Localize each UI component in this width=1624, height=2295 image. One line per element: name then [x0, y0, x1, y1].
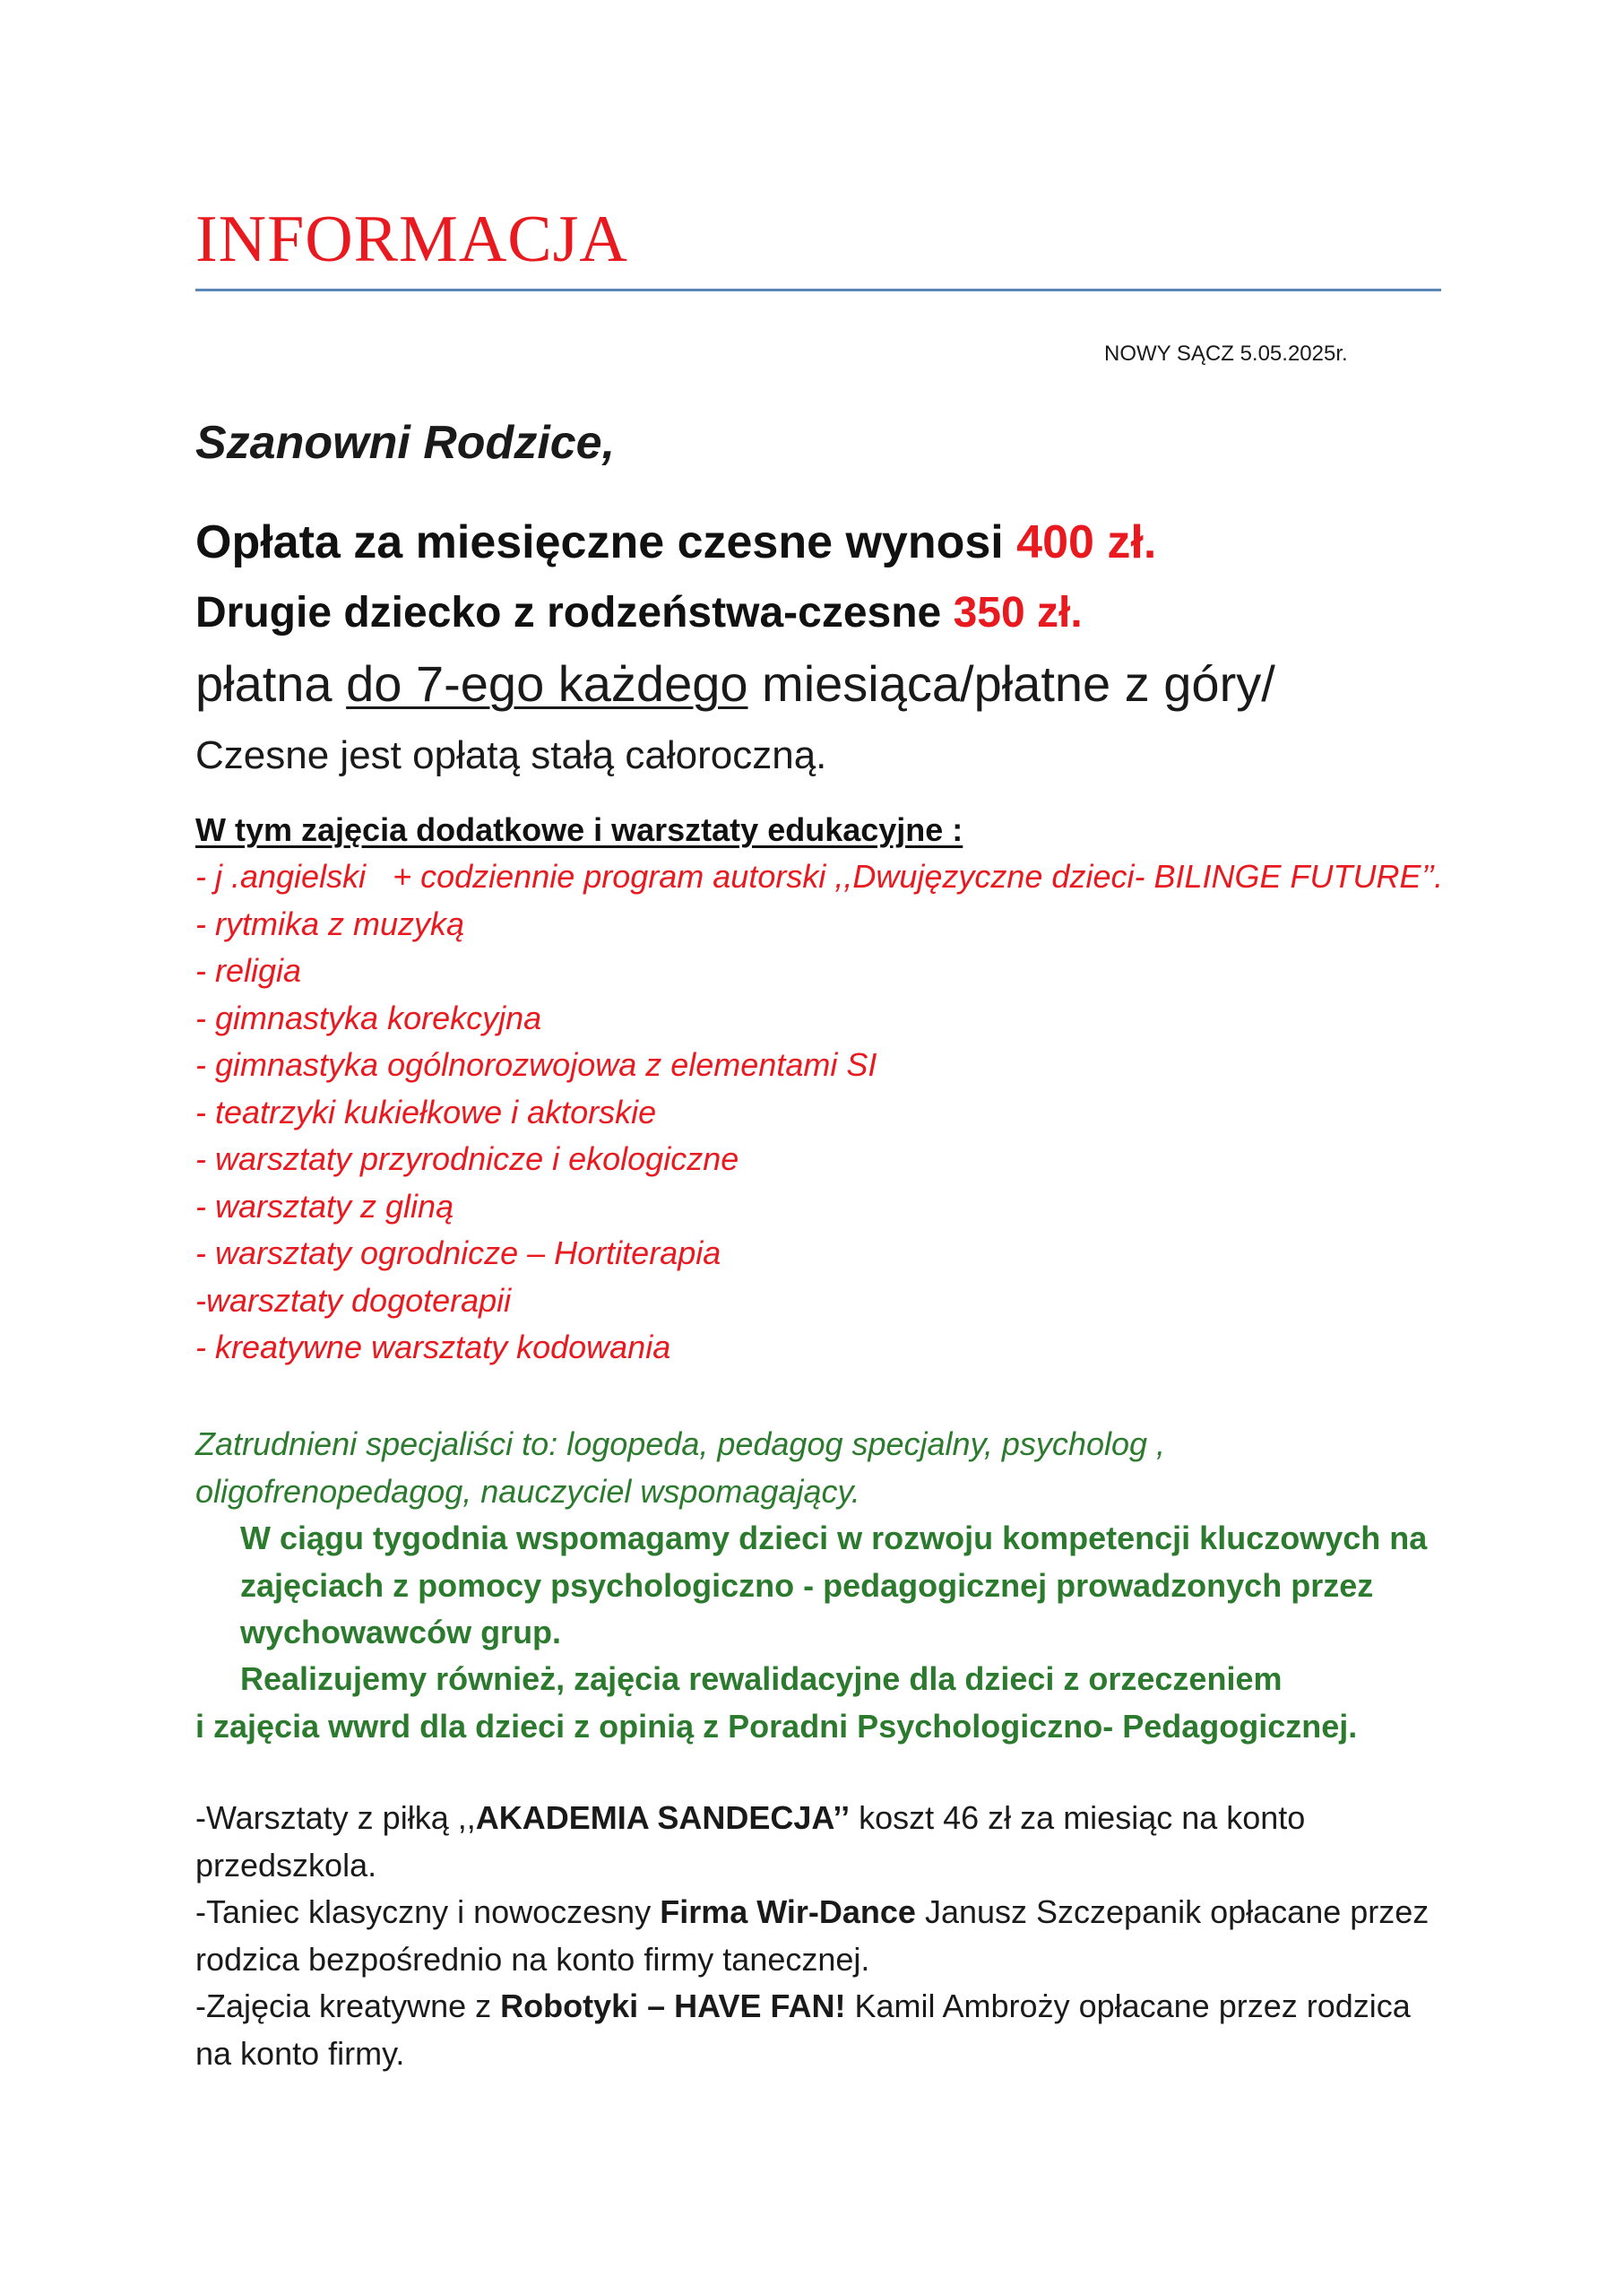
extra-name: Robotyki – HAVE FAN! [500, 1988, 846, 2024]
extra-activity-football [195, 1795, 1450, 1889]
monthly-fee-line [195, 513, 1156, 572]
extra-text: Janusz Szczepanik opłacane przez rodzica bezpośrednio na konto firmy tanecznej. [195, 1893, 1430, 1978]
revalidation-paragraph [195, 1656, 1450, 1750]
activity-item: - religia [195, 952, 302, 989]
activity-item: - teatrzyki kukiełkowe i aktorskie [195, 1093, 657, 1130]
monthly-fee-text: Opłata za miesięczne czesne wynosi [195, 516, 1017, 568]
extra-text: -Zajęcia kreatywne z [195, 1988, 501, 2024]
activities-list [195, 853, 1450, 1372]
extra-name: AKADEMIA SANDECJA’’ [475, 1799, 851, 1836]
sibling-fee-line [195, 586, 1083, 640]
activity-item: - gimnastyka korekcyjna [195, 999, 542, 1036]
place-and-date: NOWY SĄCZ 5.05.2025r. [1104, 342, 1348, 366]
monthly-fee-amount: 400 zł. [1016, 516, 1157, 568]
revalidation-line-1: Realizujemy również, zajęcia rewalidacyjne dla dzieci z orzeczeniem [240, 1660, 1283, 1697]
document-title: INFORMACJA [195, 203, 628, 276]
activity-item: - warsztaty ogrodnicze – Hortiterapia [195, 1234, 721, 1271]
fixed-fee-note: Czesne jest opłatą stałą całoroczną. [195, 733, 827, 777]
revalidation-line-2: i zajęcia wwrd dla dzieci z opinią z Poradni Psychologiczno- Pedagogicznej. [195, 1707, 1358, 1745]
extra-text: -Taniec klasyczny i nowoczesny [195, 1893, 661, 1930]
sibling-fee-text: Drugie dziecko z rodzeństwa-czesne [195, 589, 954, 637]
extra-paid-activities [195, 1795, 1450, 2077]
due-suffix: miesiąca/płatne z góry/ [747, 655, 1275, 712]
extra-text: koszt 46 zł za miesiąc na konto przedszkola. [195, 1799, 1306, 1884]
activity-item: - warsztaty przyrodnicze i ekologiczne [195, 1140, 739, 1177]
activities-heading: W tym zajęcia dodatkowe i warsztaty edukacyjne : [195, 811, 963, 848]
title-underline-rule [195, 289, 1441, 291]
weekly-support-paragraph [195, 1515, 1495, 1657]
activity-item: - rytmika z muzyką [195, 905, 465, 942]
payment-due-line [195, 653, 1275, 715]
extra-name: Firma Wir-Dance [660, 1893, 916, 1930]
sibling-fee-amount: 350 zł. [953, 589, 1083, 637]
extra-text: Kamil Ambroży opłacane przez rodzica na konto firmy. [195, 1988, 1411, 2072]
extra-text: -Warsztaty z piłką ,, [195, 1799, 476, 1836]
extra-activity-robotics [195, 1983, 1450, 2077]
due-deadline: do 7-ego każdego [346, 655, 748, 712]
weekly-support-text: W ciągu tygodnia wspomagamy dzieci w rozwoju kompetencji kluczowych na zajęciach z pomocy psychologiczno - pedagogicznej prowadzonych przez wychowawców grup. [240, 1520, 1428, 1650]
greeting: Szanowni Rodzice, [195, 417, 616, 469]
activity-item: - kreatywne warsztaty kodowania [195, 1329, 671, 1365]
extra-activity-dance [195, 1889, 1450, 1983]
activity-item: - warsztaty z gliną [195, 1187, 454, 1225]
activity-item: -warsztaty dogoterapii [195, 1281, 512, 1319]
activity-item: - gimnastyka ogólnorozwojowa z elementami SI [195, 1046, 877, 1083]
specialists-note: Zatrudnieni specjaliści to: logopeda, pedagog specjalny, psycholog , oligofrenopedagog, nauczyciel wspomagający. [195, 1425, 1166, 1510]
due-prefix: płatna [195, 655, 347, 712]
activity-item: - j .angielski + codziennie program autorski ,,Dwujęzyczne dzieci- BILINGE FUTURE’’. [195, 858, 1444, 895]
